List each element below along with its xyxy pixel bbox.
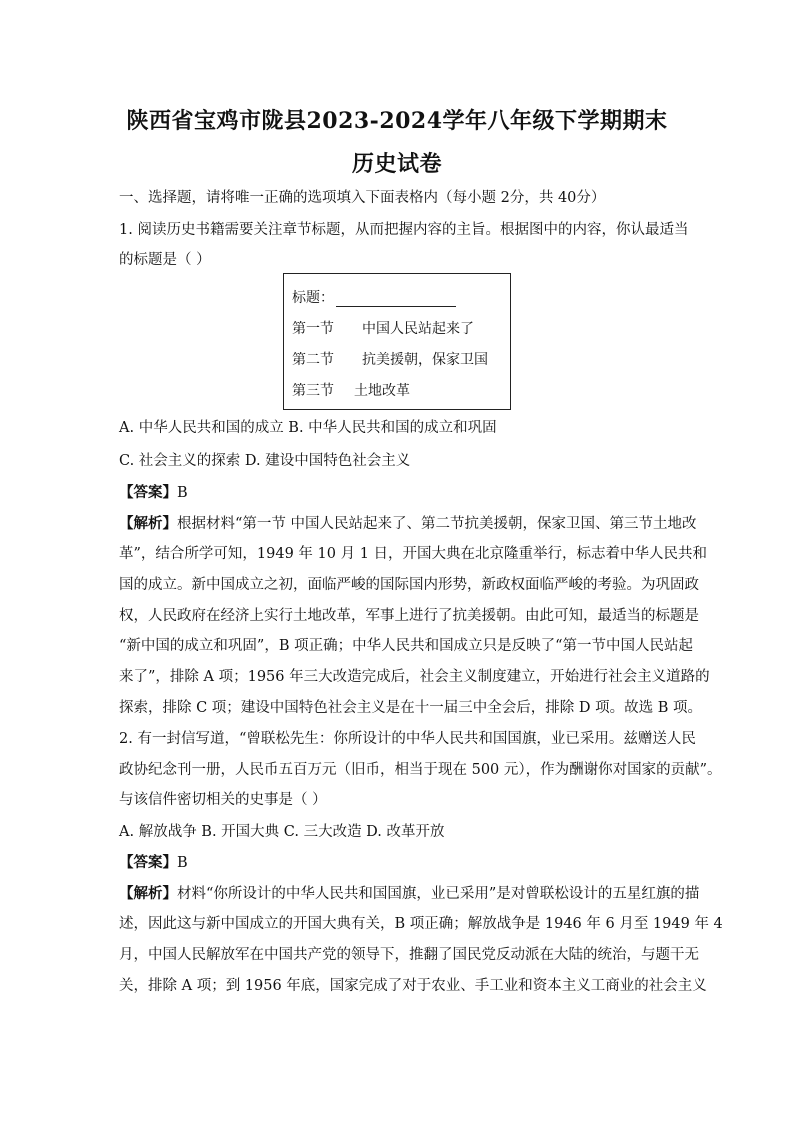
question-2-analysis-line: 月，中国人民解放军在中国共产党的领导下，推翻了国民党反动派在大陆的统治，与题干无: [119, 947, 699, 963]
outline-topic: 抗美援朝，保家卫国: [362, 352, 488, 368]
question-2-options: A. 解放战争 B. 开国大典 C. 三大改造 D. 改革开放: [119, 824, 445, 840]
question-2-analysis-line: [119, 882, 699, 903]
question-1-analysis-line: 革”，结合所学可知，1949 年 10 月 1 日，开国大典在北京隆重举行，标志着中华人民共和: [119, 546, 708, 562]
question-1-analysis-line: [119, 512, 697, 533]
analysis-text: 根据材料“第一节 中国人民站起来了、第二节抗美援朝，保家卫国、第三节土地改: [177, 516, 697, 532]
answer-value: B: [177, 485, 188, 501]
outline-section: 第二节: [292, 352, 334, 368]
answer-value: B: [177, 855, 188, 871]
question-1-analysis-line: 权，人民政府在经济上实行土地改革，军事上进行了抗美援朝。由此可知，最适当的标题是: [119, 608, 699, 624]
exam-title-line1: 陕西省宝鸡市陇县2023-2024学年八年级下学期期末: [126, 108, 668, 134]
question-1-analysis-line: “新中国的成立和巩固”，B 项正确；中华人民共和国成立只是反映了“第一节中国人民站起: [119, 638, 693, 654]
exam-title-line2: 历史试卷: [351, 151, 442, 177]
analysis-text: 材料“你所设计的中华人民共和国国旗，业已采用”是对曾联松设计的五星红旗的描: [177, 886, 700, 902]
answer-label: 【答案】: [119, 854, 177, 871]
question-1-analysis-line: 来了”，排除 A 项；1956 年三大改造完成后，社会主义制度建立，开始进行社会主义道路的: [119, 669, 710, 685]
question-2-stem-line: 政协纪念刊一册，人民币五百万元（旧币，相当于现在 500 元），作为酬谢你对国家的贡献”。: [119, 762, 722, 778]
section-heading: 一、选择题，请将唯一正确的选项填入下面表格内（每小题 2分，共 40分）: [119, 190, 606, 206]
question-1-analysis-line: 国的成立。新中国成立之初，面临严峻的国际国内形势，新政权面临严峻的考验。为巩固政: [119, 577, 699, 593]
outline-row: [292, 318, 474, 338]
analysis-label: 【解析】: [119, 515, 177, 532]
answer-label: 【答案】: [119, 484, 177, 501]
outline-title-label: 标题：: [292, 290, 334, 306]
title-blank-line: [336, 292, 456, 307]
analysis-label: 【解析】: [119, 885, 177, 902]
question-2-stem-line: 与该信件密切相关的史事是（ ）: [119, 792, 327, 808]
question-2-analysis-line: 述，因此这与新中国成立的开国大典有关，B 项正确；解放战争是 1946 年 6 月至 1949 年 4: [119, 916, 723, 932]
outline-row: [292, 380, 410, 400]
outline-row: [292, 349, 488, 369]
question-1-options-line2: C. 社会主义的探索 D. 建设中国特色社会主义: [119, 453, 411, 469]
question-1-answer: [119, 481, 188, 502]
outline-topic: 中国人民站起来了: [362, 321, 474, 337]
question-1-analysis-line: 探索，排除 C 项；建设中国特色社会主义是在十一届三中全会后，排除 D 项。故选 B 项。: [119, 700, 703, 716]
question-1-stem-line2: 的标题是（ ）: [119, 252, 211, 268]
question-2-stem-line: 2. 有一封信写道，“曾联松先生：你所设计的中华人民共和国国旗，业已采用。兹赠送人民: [119, 731, 696, 747]
question-2-analysis-line: 关，排除 A 项；到 1956 年底，国家完成了对于农业、手工业和资本主义工商业的社会主义: [119, 978, 707, 994]
question-1-stem-line1: 1. 阅读历史书籍需要关注章节标题，从而把握内容的主旨。根据图中的内容，你认最适当: [119, 222, 689, 238]
question-2-answer: [119, 851, 188, 872]
question-1-options-line1: A. 中华人民共和国的成立 B. 中华人民共和国的成立和巩固: [119, 420, 497, 436]
outline-title-row: [292, 287, 456, 307]
outline-topic: 土地改革: [354, 383, 410, 399]
outline-section: 第一节: [292, 321, 334, 337]
chapter-outline-box: [283, 273, 511, 410]
outline-section: 第三节: [292, 383, 334, 399]
